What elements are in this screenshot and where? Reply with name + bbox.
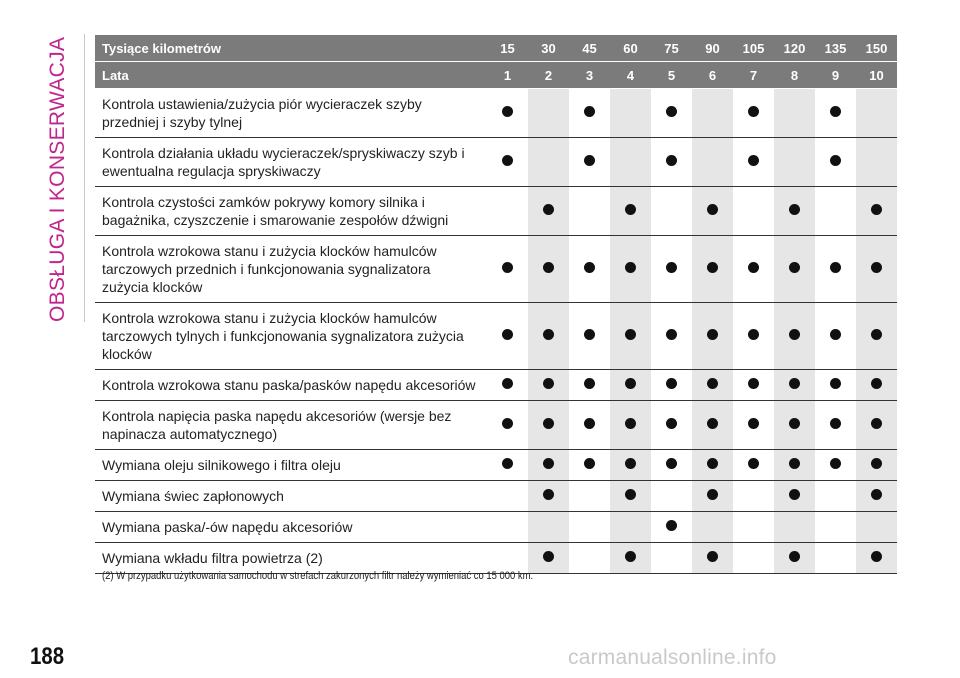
service-dot-icon	[584, 155, 595, 166]
schedule-cell	[856, 138, 897, 187]
task-description: Kontrola napięcia paska napędu akcesoriów (wersje bez napinacza automatycznego)	[95, 401, 487, 450]
schedule-cell	[528, 138, 569, 187]
schedule-cell	[692, 370, 733, 401]
schedule-cell	[692, 187, 733, 236]
years-header-cell: 5	[651, 62, 692, 89]
schedule-cell	[528, 481, 569, 512]
service-dot-icon	[830, 106, 841, 117]
schedule-cell	[487, 187, 528, 236]
schedule-cell	[733, 543, 774, 574]
service-dot-icon	[789, 204, 800, 215]
schedule-cell	[733, 303, 774, 370]
schedule-cell	[651, 543, 692, 574]
schedule-cell	[487, 543, 528, 574]
task-description: Kontrola wzrokowa stanu i zużycia klocków hamulców tarczowych przednich i funkcjonowania sygnalizatora zużycia klocków	[95, 236, 487, 303]
section-title: OBSŁUGA I KONSERWACJA	[46, 36, 69, 322]
schedule-cell	[569, 89, 610, 138]
schedule-cell	[487, 370, 528, 401]
schedule-cell	[856, 370, 897, 401]
service-dot-icon	[543, 418, 554, 429]
service-dot-icon	[666, 520, 677, 531]
schedule-cell	[692, 138, 733, 187]
schedule-cell	[487, 450, 528, 481]
schedule-cell	[610, 512, 651, 543]
table-row	[95, 481, 897, 512]
schedule-cell	[856, 512, 897, 543]
task-description: Kontrola działania układu wycieraczek/spryskiwaczy szyb i ewentualna regulacja spryskiwaczy	[95, 138, 487, 187]
service-dot-icon	[830, 262, 841, 273]
years-header-cell: 7	[733, 62, 774, 89]
service-dot-icon	[789, 262, 800, 273]
schedule-cell	[733, 187, 774, 236]
service-dot-icon	[871, 418, 882, 429]
schedule-cell	[569, 543, 610, 574]
service-dot-icon	[789, 329, 800, 340]
schedule-cell	[692, 481, 733, 512]
table-row	[95, 543, 897, 574]
task-description: Wymiana świec zapłonowych	[95, 481, 487, 512]
service-dot-icon	[707, 262, 718, 273]
service-dot-icon	[707, 418, 718, 429]
schedule-cell	[528, 512, 569, 543]
schedule-cell	[651, 401, 692, 450]
schedule-cell	[774, 450, 815, 481]
schedule-cell	[610, 481, 651, 512]
schedule-cell	[569, 303, 610, 370]
service-dot-icon	[625, 458, 636, 469]
footnote: (2) W przypadku użytkowania samochodu w strefach zakurzonych filtr należy wymieniać co 15 000 km.	[102, 570, 534, 582]
service-dot-icon	[625, 262, 636, 273]
schedule-cell	[651, 512, 692, 543]
service-dot-icon	[625, 204, 636, 215]
service-dot-icon	[707, 329, 718, 340]
schedule-cell	[774, 512, 815, 543]
service-dot-icon	[543, 204, 554, 215]
schedule-cell	[569, 187, 610, 236]
kilometers-header-cell: 90	[692, 35, 733, 62]
task-description: Kontrola ustawienia/zużycia piór wycieraczek szyby przedniej i szyby tylnej	[95, 89, 487, 138]
schedule-cell	[651, 450, 692, 481]
schedule-cell	[610, 543, 651, 574]
schedule-cell	[610, 401, 651, 450]
service-dot-icon	[748, 155, 759, 166]
kilometers-header-cell: 135	[815, 35, 856, 62]
kilometers-header-cell: 150	[856, 35, 897, 62]
service-dot-icon	[789, 489, 800, 500]
service-dot-icon	[502, 329, 513, 340]
schedule-cell	[774, 138, 815, 187]
service-dot-icon	[666, 418, 677, 429]
table-row	[95, 236, 897, 303]
schedule-cell	[733, 512, 774, 543]
schedule-cell	[774, 401, 815, 450]
service-dot-icon	[830, 378, 841, 389]
service-dot-icon	[830, 458, 841, 469]
schedule-cell	[487, 303, 528, 370]
schedule-cell	[692, 543, 733, 574]
task-description: Wymiana oleju silnikowego i filtra oleju	[95, 450, 487, 481]
service-dot-icon	[584, 458, 595, 469]
service-dot-icon	[543, 378, 554, 389]
schedule-cell	[651, 481, 692, 512]
kilometers-header-cell: 60	[610, 35, 651, 62]
service-dot-icon	[789, 458, 800, 469]
table-row	[95, 370, 897, 401]
years-header-cell: 10	[856, 62, 897, 89]
schedule-cell	[815, 303, 856, 370]
schedule-cell	[610, 89, 651, 138]
service-dot-icon	[502, 458, 513, 469]
table-row	[95, 138, 897, 187]
table-row	[95, 187, 897, 236]
years-header-row	[95, 62, 897, 89]
schedule-cell	[569, 512, 610, 543]
schedule-cell	[692, 450, 733, 481]
schedule-cell	[610, 187, 651, 236]
service-dot-icon	[707, 204, 718, 215]
service-dot-icon	[748, 378, 759, 389]
service-dot-icon	[625, 418, 636, 429]
schedule-cell	[528, 401, 569, 450]
schedule-cell	[856, 89, 897, 138]
service-dot-icon	[584, 262, 595, 273]
service-dot-icon	[666, 378, 677, 389]
maintenance-schedule-table	[95, 35, 897, 574]
schedule-cell	[774, 543, 815, 574]
schedule-cell	[569, 236, 610, 303]
service-dot-icon	[666, 329, 677, 340]
schedule-cell	[856, 401, 897, 450]
schedule-cell	[815, 481, 856, 512]
kilometers-header-cell: 45	[569, 35, 610, 62]
service-dot-icon	[625, 378, 636, 389]
years-header-cell: 4	[610, 62, 651, 89]
schedule-cell	[487, 401, 528, 450]
schedule-cell	[692, 303, 733, 370]
schedule-cell	[651, 89, 692, 138]
schedule-cell	[651, 187, 692, 236]
schedule-cell	[610, 370, 651, 401]
schedule-cell	[856, 187, 897, 236]
task-description: Wymiana paska/-ów napędu akcesoriów	[95, 512, 487, 543]
schedule-cell	[528, 450, 569, 481]
schedule-cell	[610, 236, 651, 303]
schedule-cell	[487, 236, 528, 303]
task-description: Kontrola wzrokowa stanu paska/pasków napędu akcesoriów	[95, 370, 487, 401]
schedule-cell	[774, 89, 815, 138]
table-row	[95, 450, 897, 481]
schedule-cell	[610, 450, 651, 481]
schedule-cell	[774, 236, 815, 303]
years-header-cell: 6	[692, 62, 733, 89]
schedule-cell	[569, 370, 610, 401]
schedule-cell	[856, 236, 897, 303]
schedule-cell	[487, 512, 528, 543]
schedule-cell	[815, 138, 856, 187]
schedule-cell	[610, 138, 651, 187]
section-divider	[84, 34, 85, 322]
service-dot-icon	[871, 329, 882, 340]
service-dot-icon	[666, 458, 677, 469]
task-description: Kontrola wzrokowa stanu i zużycia klocków hamulców tarczowych tylnych i funkcjonowania sygnalizatora zużycia klocków	[95, 303, 487, 370]
service-dot-icon	[584, 106, 595, 117]
schedule-cell	[692, 512, 733, 543]
service-dot-icon	[830, 329, 841, 340]
task-description: Wymiana wkładu filtra powietrza (2)	[95, 543, 487, 574]
table-row	[95, 512, 897, 543]
schedule-cell	[815, 370, 856, 401]
kilometers-header-cell: 15	[487, 35, 528, 62]
schedule-cell	[733, 401, 774, 450]
schedule-cell	[692, 89, 733, 138]
schedule-cell	[487, 138, 528, 187]
kilometers-header-label: Tysiące kilometrów	[95, 35, 487, 62]
schedule-cell	[528, 303, 569, 370]
schedule-cell	[528, 89, 569, 138]
kilometers-header-cell: 120	[774, 35, 815, 62]
service-dot-icon	[502, 262, 513, 273]
schedule-cell	[569, 481, 610, 512]
schedule-cell	[815, 236, 856, 303]
kilometers-header-cell: 105	[733, 35, 774, 62]
kilometers-header-cell: 30	[528, 35, 569, 62]
service-dot-icon	[543, 489, 554, 500]
schedule-cell	[815, 543, 856, 574]
service-dot-icon	[707, 551, 718, 562]
schedule-cell	[528, 187, 569, 236]
service-dot-icon	[871, 204, 882, 215]
schedule-cell	[733, 236, 774, 303]
task-description: Kontrola czystości zamków pokrywy komory silnika i bagażnika, czyszczenie i smarowanie zespołów dźwigni	[95, 187, 487, 236]
schedule-cell	[528, 236, 569, 303]
service-dot-icon	[543, 551, 554, 562]
schedule-cell	[774, 370, 815, 401]
service-dot-icon	[748, 458, 759, 469]
schedule-cell	[692, 236, 733, 303]
page-number: 188	[30, 643, 65, 670]
kilometers-header-row	[95, 35, 897, 62]
schedule-cell	[733, 138, 774, 187]
schedule-cell	[610, 303, 651, 370]
service-dot-icon	[625, 489, 636, 500]
schedule-cell	[733, 370, 774, 401]
service-dot-icon	[584, 378, 595, 389]
service-dot-icon	[748, 262, 759, 273]
schedule-cell	[856, 450, 897, 481]
schedule-cell	[815, 89, 856, 138]
schedule-cell	[774, 303, 815, 370]
schedule-cell	[733, 450, 774, 481]
service-dot-icon	[666, 155, 677, 166]
years-header-label: Lata	[95, 62, 487, 89]
schedule-cell	[774, 187, 815, 236]
schedule-cell	[651, 370, 692, 401]
service-dot-icon	[830, 155, 841, 166]
service-dot-icon	[871, 458, 882, 469]
schedule-cell	[651, 303, 692, 370]
service-dot-icon	[871, 262, 882, 273]
schedule-cell	[487, 481, 528, 512]
service-dot-icon	[625, 329, 636, 340]
service-dot-icon	[666, 262, 677, 273]
service-dot-icon	[502, 155, 513, 166]
table-body	[95, 89, 897, 574]
schedule-cell	[815, 450, 856, 481]
kilometers-header-cell: 75	[651, 35, 692, 62]
schedule-cell	[487, 89, 528, 138]
service-dot-icon	[789, 418, 800, 429]
table-row	[95, 401, 897, 450]
schedule-cell	[733, 481, 774, 512]
service-dot-icon	[707, 458, 718, 469]
schedule-cell	[692, 401, 733, 450]
schedule-cell	[774, 481, 815, 512]
watermark: carmanualsonline.info	[568, 646, 777, 669]
schedule-cell	[651, 138, 692, 187]
service-dot-icon	[871, 489, 882, 500]
schedule-cell	[856, 481, 897, 512]
service-dot-icon	[789, 551, 800, 562]
service-dot-icon	[707, 489, 718, 500]
service-dot-icon	[543, 329, 554, 340]
schedule-cell	[569, 401, 610, 450]
service-dot-icon	[748, 106, 759, 117]
service-dot-icon	[543, 458, 554, 469]
schedule-cell	[815, 401, 856, 450]
service-dot-icon	[666, 106, 677, 117]
years-header-cell: 1	[487, 62, 528, 89]
schedule-cell	[815, 512, 856, 543]
service-dot-icon	[830, 418, 841, 429]
service-dot-icon	[502, 418, 513, 429]
service-dot-icon	[502, 378, 513, 389]
schedule-cell	[528, 370, 569, 401]
table-row	[95, 303, 897, 370]
schedule-cell	[815, 187, 856, 236]
schedule-cell	[651, 236, 692, 303]
service-dot-icon	[871, 378, 882, 389]
years-header-cell: 2	[528, 62, 569, 89]
service-dot-icon	[625, 551, 636, 562]
service-dot-icon	[707, 378, 718, 389]
table-row	[95, 89, 897, 138]
service-dot-icon	[502, 106, 513, 117]
years-header-cell: 9	[815, 62, 856, 89]
years-header-cell: 8	[774, 62, 815, 89]
schedule-cell	[569, 138, 610, 187]
schedule-cell	[856, 303, 897, 370]
service-dot-icon	[871, 551, 882, 562]
schedule-cell	[733, 89, 774, 138]
schedule-cell	[856, 543, 897, 574]
service-dot-icon	[748, 418, 759, 429]
schedule-cell	[569, 450, 610, 481]
service-dot-icon	[584, 329, 595, 340]
years-header-cell: 3	[569, 62, 610, 89]
service-dot-icon	[789, 378, 800, 389]
service-dot-icon	[584, 418, 595, 429]
schedule-cell	[528, 543, 569, 574]
service-dot-icon	[748, 329, 759, 340]
service-dot-icon	[543, 262, 554, 273]
